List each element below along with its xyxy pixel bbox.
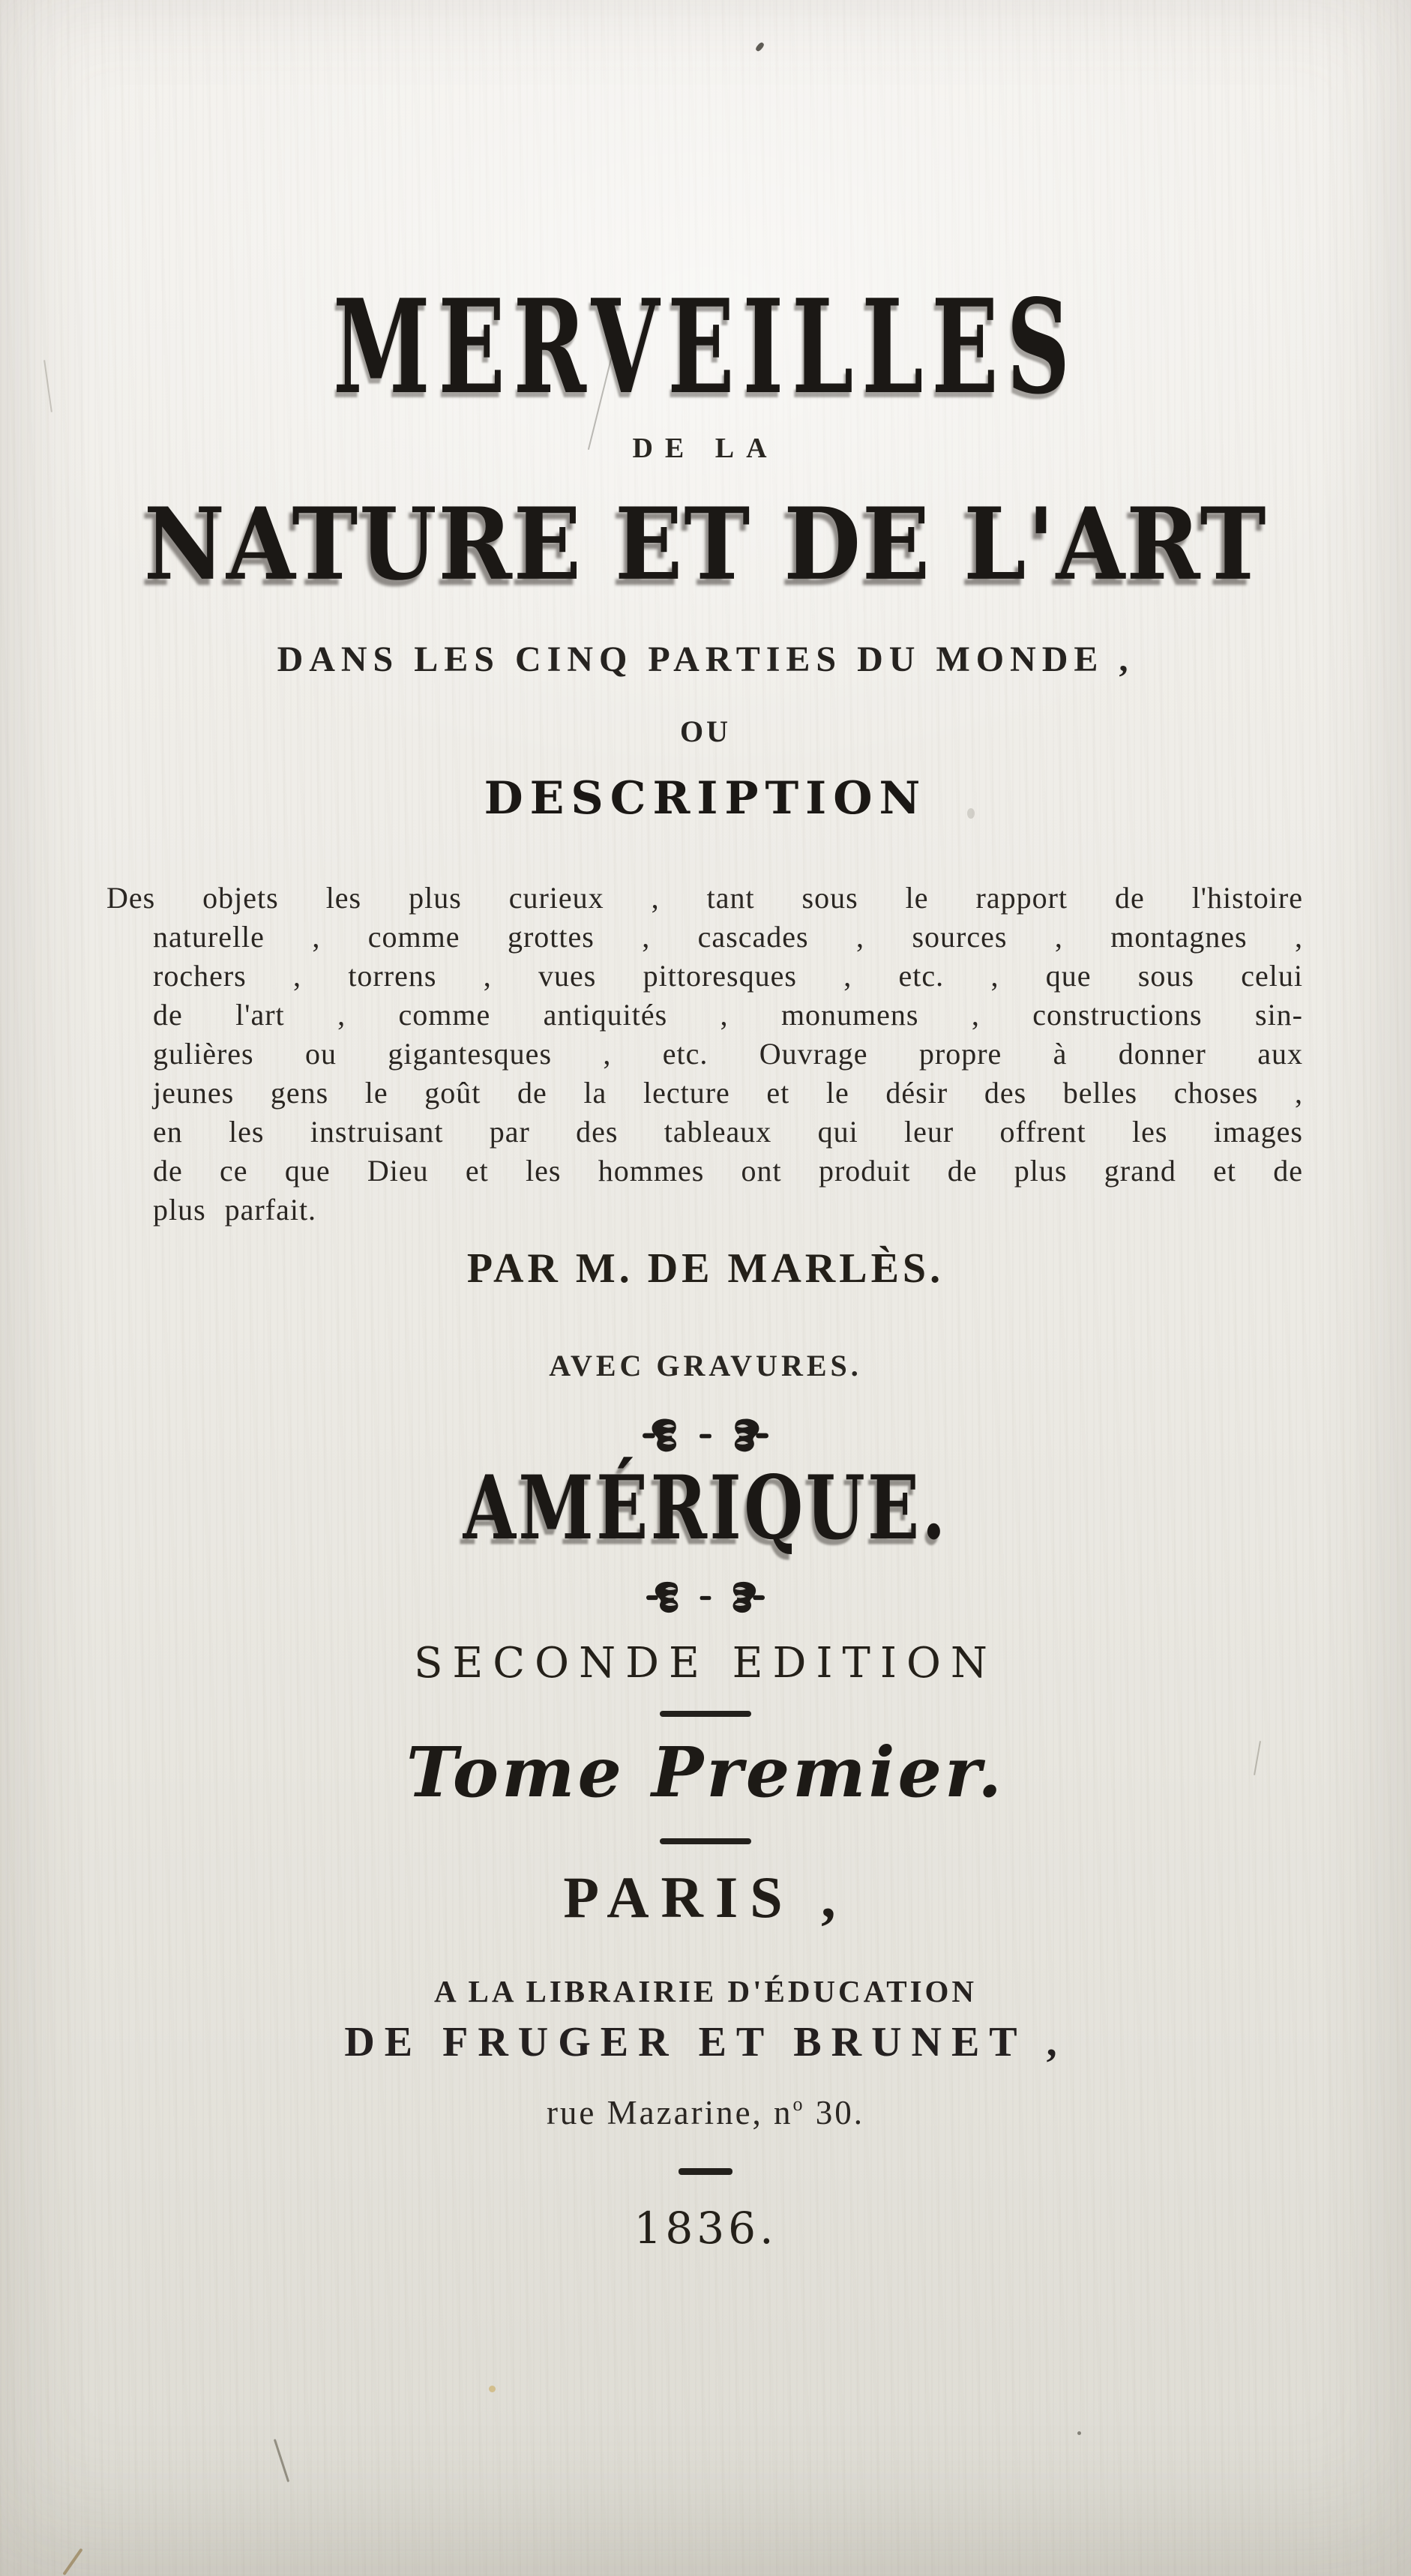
paragraph-line: de ce que Dieu et les hommes ont produit de plus grand et de <box>153 1154 1303 1188</box>
main-title <box>0 271 1411 424</box>
fleuron-ornament-icon <box>0 1414 1411 1457</box>
fleuron-ornament-icon <box>0 1577 1411 1618</box>
paragraph-line: de l'art , comme antiquités , monumens , constructions sin- <box>153 998 1303 1032</box>
address-ordinal: o <box>792 2093 805 2115</box>
year-line: 1836. <box>634 2203 777 2254</box>
second-title <box>0 486 1411 603</box>
paragraph-line: jeunes gens le goût de la lecture et le désir des belles choses , <box>153 1076 1303 1110</box>
illustrations-line: AVEC GRAVURES. <box>549 1349 862 1382</box>
paper-fiber <box>62 2548 82 2576</box>
description-paragraph <box>106 879 1303 1230</box>
tome-line: Tome Premier. <box>406 1732 1005 1813</box>
author-line: PAR M. DE MARLÈS. <box>466 1245 945 1292</box>
publisher-imprint-line1: A LA LIBRAIRIE D'ÉDUCATION <box>433 1974 978 2008</box>
address-prefix: rue Mazarine, n <box>546 2094 793 2131</box>
paper-speck <box>489 2386 496 2392</box>
or-line: OU <box>680 714 731 748</box>
region-title <box>0 1457 1411 1560</box>
paragraph-line: rochers , torrens , vues pittoresques , etc. , que sous celui <box>153 959 1303 993</box>
city-line: PARIS , <box>563 1865 848 1930</box>
separator-rule <box>660 1838 751 1844</box>
region-title-text: AMÉRIQUE. <box>463 1457 948 1560</box>
separator-rule <box>679 2168 732 2175</box>
paragraph-line: gulières ou gigantesques , etc. Ouvrage propre à donner aux <box>153 1037 1303 1071</box>
paper-fiber <box>274 2439 289 2482</box>
paper-speck <box>755 41 765 52</box>
paragraph-line: en les instruisant par des tableaux qui leur offrent les images <box>153 1115 1303 1149</box>
paragraph-line: plus parfait. <box>153 1193 317 1227</box>
second-title-text: NATURE ET DE L'ART <box>143 486 1268 603</box>
separator-rule <box>660 1711 751 1717</box>
paragraph-line: Des objets les plus curieux , tant sous le rapport de l'histoire <box>106 881 1303 915</box>
edition-line: SECONDE EDITION <box>414 1639 997 1688</box>
address-line <box>0 2093 1411 2132</box>
paper-speck <box>1077 2431 1081 2435</box>
connector-de-la: DE LA <box>632 433 779 464</box>
main-title-text: MERVEILLES <box>333 271 1078 424</box>
publisher-imprint-line2: DE FRUGER ET BRUNET , <box>344 2019 1067 2065</box>
address-suffix: 30. <box>804 2094 865 2131</box>
paragraph-line: naturelle , comme grottes , cascades , sources , montagnes , <box>153 920 1303 954</box>
description-heading: DESCRIPTION <box>484 772 927 825</box>
scope-line: DANS LES CINQ PARTIES DU MONDE , <box>277 640 1134 679</box>
